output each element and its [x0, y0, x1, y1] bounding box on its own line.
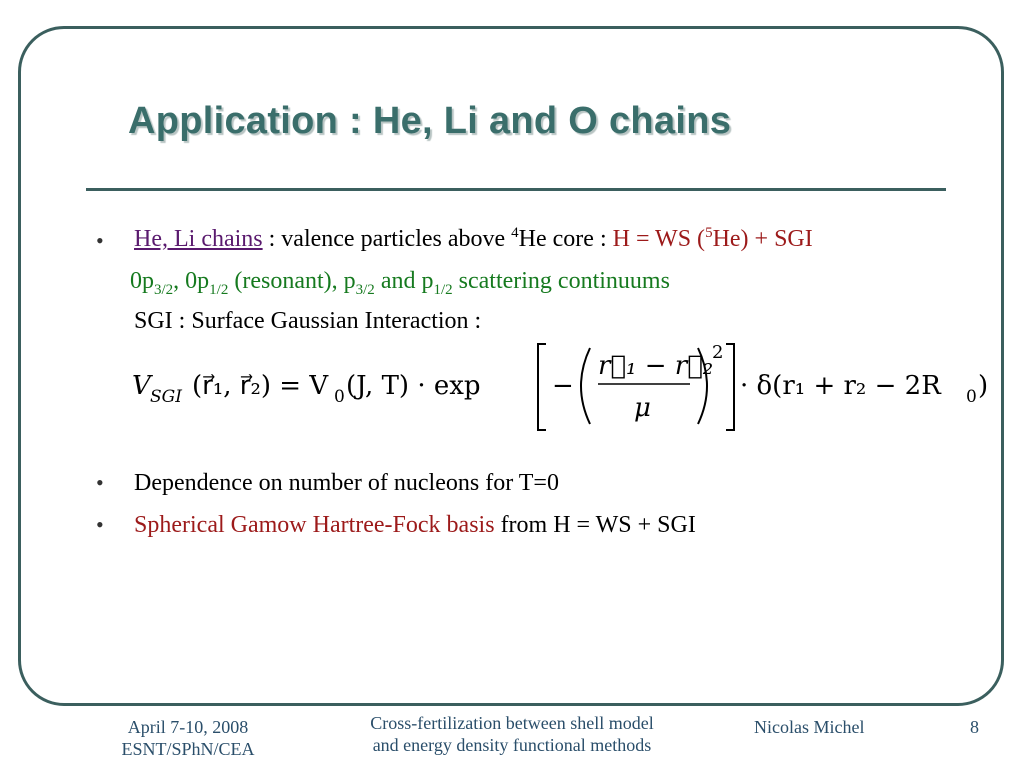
formula-v0-args: (J, T) · exp — [346, 371, 481, 401]
left-bracket — [538, 344, 546, 430]
left-paren — [581, 348, 590, 424]
formula-delta: · δ(r₁ + r₂ − 2R — [740, 371, 941, 401]
formula-power: 2 — [712, 342, 724, 363]
formula-v0-sub: 0 — [334, 387, 345, 407]
bullet-1: He, Li chains : valence particles above $^4$He core : H = WS ($^5$He) + SGI — [134, 225, 813, 252]
bullet-2-glyph: • — [96, 470, 104, 495]
formula-lhs: V — [132, 371, 151, 401]
sgi-definition: SGI : Surface Gaussian Interaction : — [134, 308, 482, 334]
formula-close: ) — [978, 371, 989, 401]
footer-topic-line1: Cross-fertilization between shell model — [370, 713, 654, 733]
bullet-3-glyph: • — [96, 512, 104, 537]
footer-topic — [322, 712, 702, 756]
formula-numerator: r⃗₁ − r⃗₂ — [598, 351, 714, 381]
formula-lhs-args: (r⃗₁, r⃗₂) = V — [192, 371, 329, 401]
slide-title: Application : He, Li and O chains — [128, 100, 732, 142]
footer-org: ESNT/SPhN/CEA — [121, 739, 255, 759]
bullet-1-glyph: • — [96, 228, 104, 253]
footer-topic-line2: and energy density functional methods — [372, 735, 652, 755]
title-divider — [86, 188, 946, 191]
bullet-2: Dependence on number of nucleons for T=0 — [134, 470, 559, 496]
footer-date: April 7-10, 2008 — [127, 717, 249, 737]
sgi-formula — [128, 338, 998, 434]
bullet-3: Spherical Gamow Hartree-Fock basis from H = WS + SGI — [134, 512, 696, 538]
continuum-line: $0p_{3/2}$, $0p_{1/2}$ (resonant), $p_{3/2}$ and $p_{1/2}$ scattering continuums — [130, 268, 670, 298]
footer-author: Nicolas Michel — [754, 717, 865, 737]
page-number: 8 — [970, 717, 979, 737]
he-li-chains-link[interactable]: He, Li chains — [134, 226, 263, 252]
right-bracket — [726, 344, 734, 430]
formula-lhs-sub: SGI — [150, 387, 182, 407]
footer-date-org — [108, 716, 268, 760]
formula-minus: − — [552, 371, 574, 401]
formula-denominator: μ — [634, 393, 651, 423]
formula-r0-sub: 0 — [966, 387, 977, 407]
